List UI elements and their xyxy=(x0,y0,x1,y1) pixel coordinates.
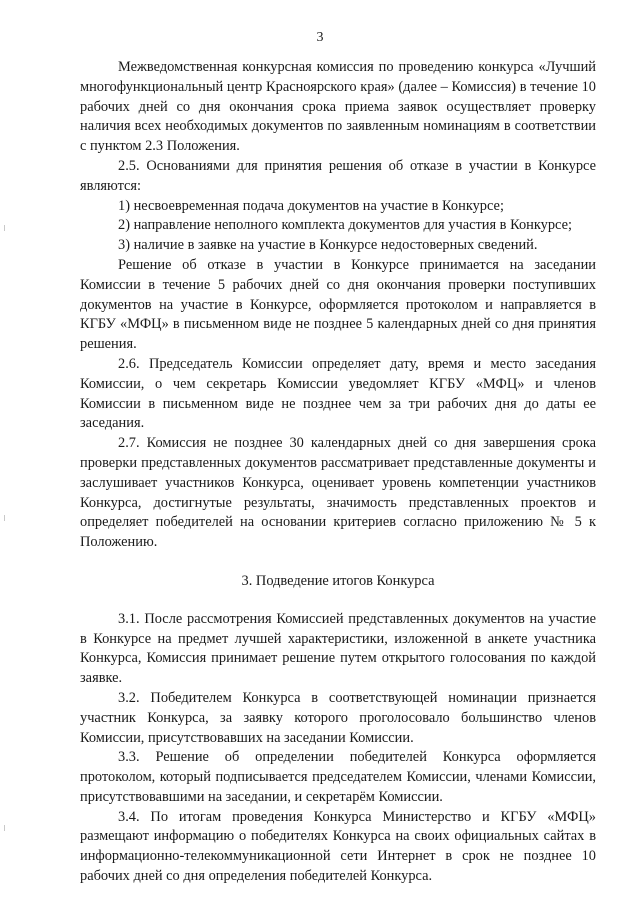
paragraph-2-7-evaluation: 2.7. Комиссия не позднее 30 календарных дней со дня завершения срока проверки представленных документов рассматривает представленные документы и заслушивает участников Конкурса, оценивает уровень компетенции участников Конкурса, достигнутые результаты, значимость представленных проектов и определяет победителей на основании критериев согласно приложению № 5 к Положению. xyxy=(80,435,596,551)
paragraph-3-3-protocol: 3.3. Решение об определении победителей Конкурса оформляется протоколом, который подписывается председателем Комиссии, членами Комиссии, присутствовавшими на заседании, и секретарём Комиссии. xyxy=(80,749,596,805)
paragraph-3-2-winner: 3.2. Победителем Конкурса в соответствующей номинации признается участник Конкурса, за заявку которого проголосовало большинство членов Комиссии, присутствовавших на заседании Комиссии. xyxy=(80,689,596,746)
scan-edge-mark xyxy=(4,515,5,521)
list-item-late-submission: 1) несвоевременная подача документов на участие в Конкурсе; xyxy=(118,197,504,214)
paragraph-3-1-voting: 3.1. После рассмотрения Комиссией представленных документов на участие в Конкурсе на предмет лучшей характеристики, изложенной в анкете участника Конкурса, Комиссия принимает решение путем открытого голосования по каждой заявке. xyxy=(80,610,596,687)
list-item-false-information: 3) наличие в заявке на участие в Конкурсе недостоверных сведений. xyxy=(118,237,538,254)
section-heading-results: 3. Подведение итогов Конкурса xyxy=(241,572,435,589)
paragraph-commission-review: Межведомственная конкурсная комиссия по проведению конкурса «Лучший многофункциональный центр Красноярского края» (далее – Комиссия) в течение 10 рабочих дней со дня окончания срока приема заявок осуществляет проверку наличия всех необходимых документов по заявленным номинациям в соответствии с пунктом 2.3 Положения. xyxy=(80,59,596,155)
scan-edge-mark xyxy=(4,225,5,231)
paragraph-3-4-publication: 3.4. По итогам проведения Конкурса Министерство и КГБУ «МФЦ» размещают информацию о победителях Конкурса на своих официальных сайтах в информационно-телекоммуникационной сети Интернет в срок не позднее 10 рабочих дней со дня определения победителей Конкурса. xyxy=(80,808,596,885)
paragraph-2-5-refusal-grounds: 2.5. Основаниями для принятия решения об отказе в участии в Конкурсе являются: xyxy=(80,157,596,194)
page-number: 3 xyxy=(316,30,324,45)
scan-edge-mark xyxy=(4,825,5,831)
document-body xyxy=(80,58,596,887)
paragraph-2-6-chairman: 2.6. Председатель Комиссии определяет дату, время и место заседания Комиссии, о чем секретарь Комиссии уведомляет КГБУ «МФЦ» и членов Комиссии в письменном виде не позднее чем за три рабочих дня до даты ее заседания. xyxy=(80,355,596,432)
list-item-incomplete-documents: 2) направление неполного комплекта документов для участия в Конкурсе; xyxy=(118,217,572,234)
paragraph-refusal-decision: Решение об отказе в участии в Конкурсе принимается на заседании Комиссии в течение 5 рабочих дней со дня окончания проверки поступивших документов на участие в Конкурсе, оформляется протоколом и направляется в КГБУ «МФЦ» в письменном виде не позднее 5 календарных дней со дня принятия решения. xyxy=(80,256,596,353)
